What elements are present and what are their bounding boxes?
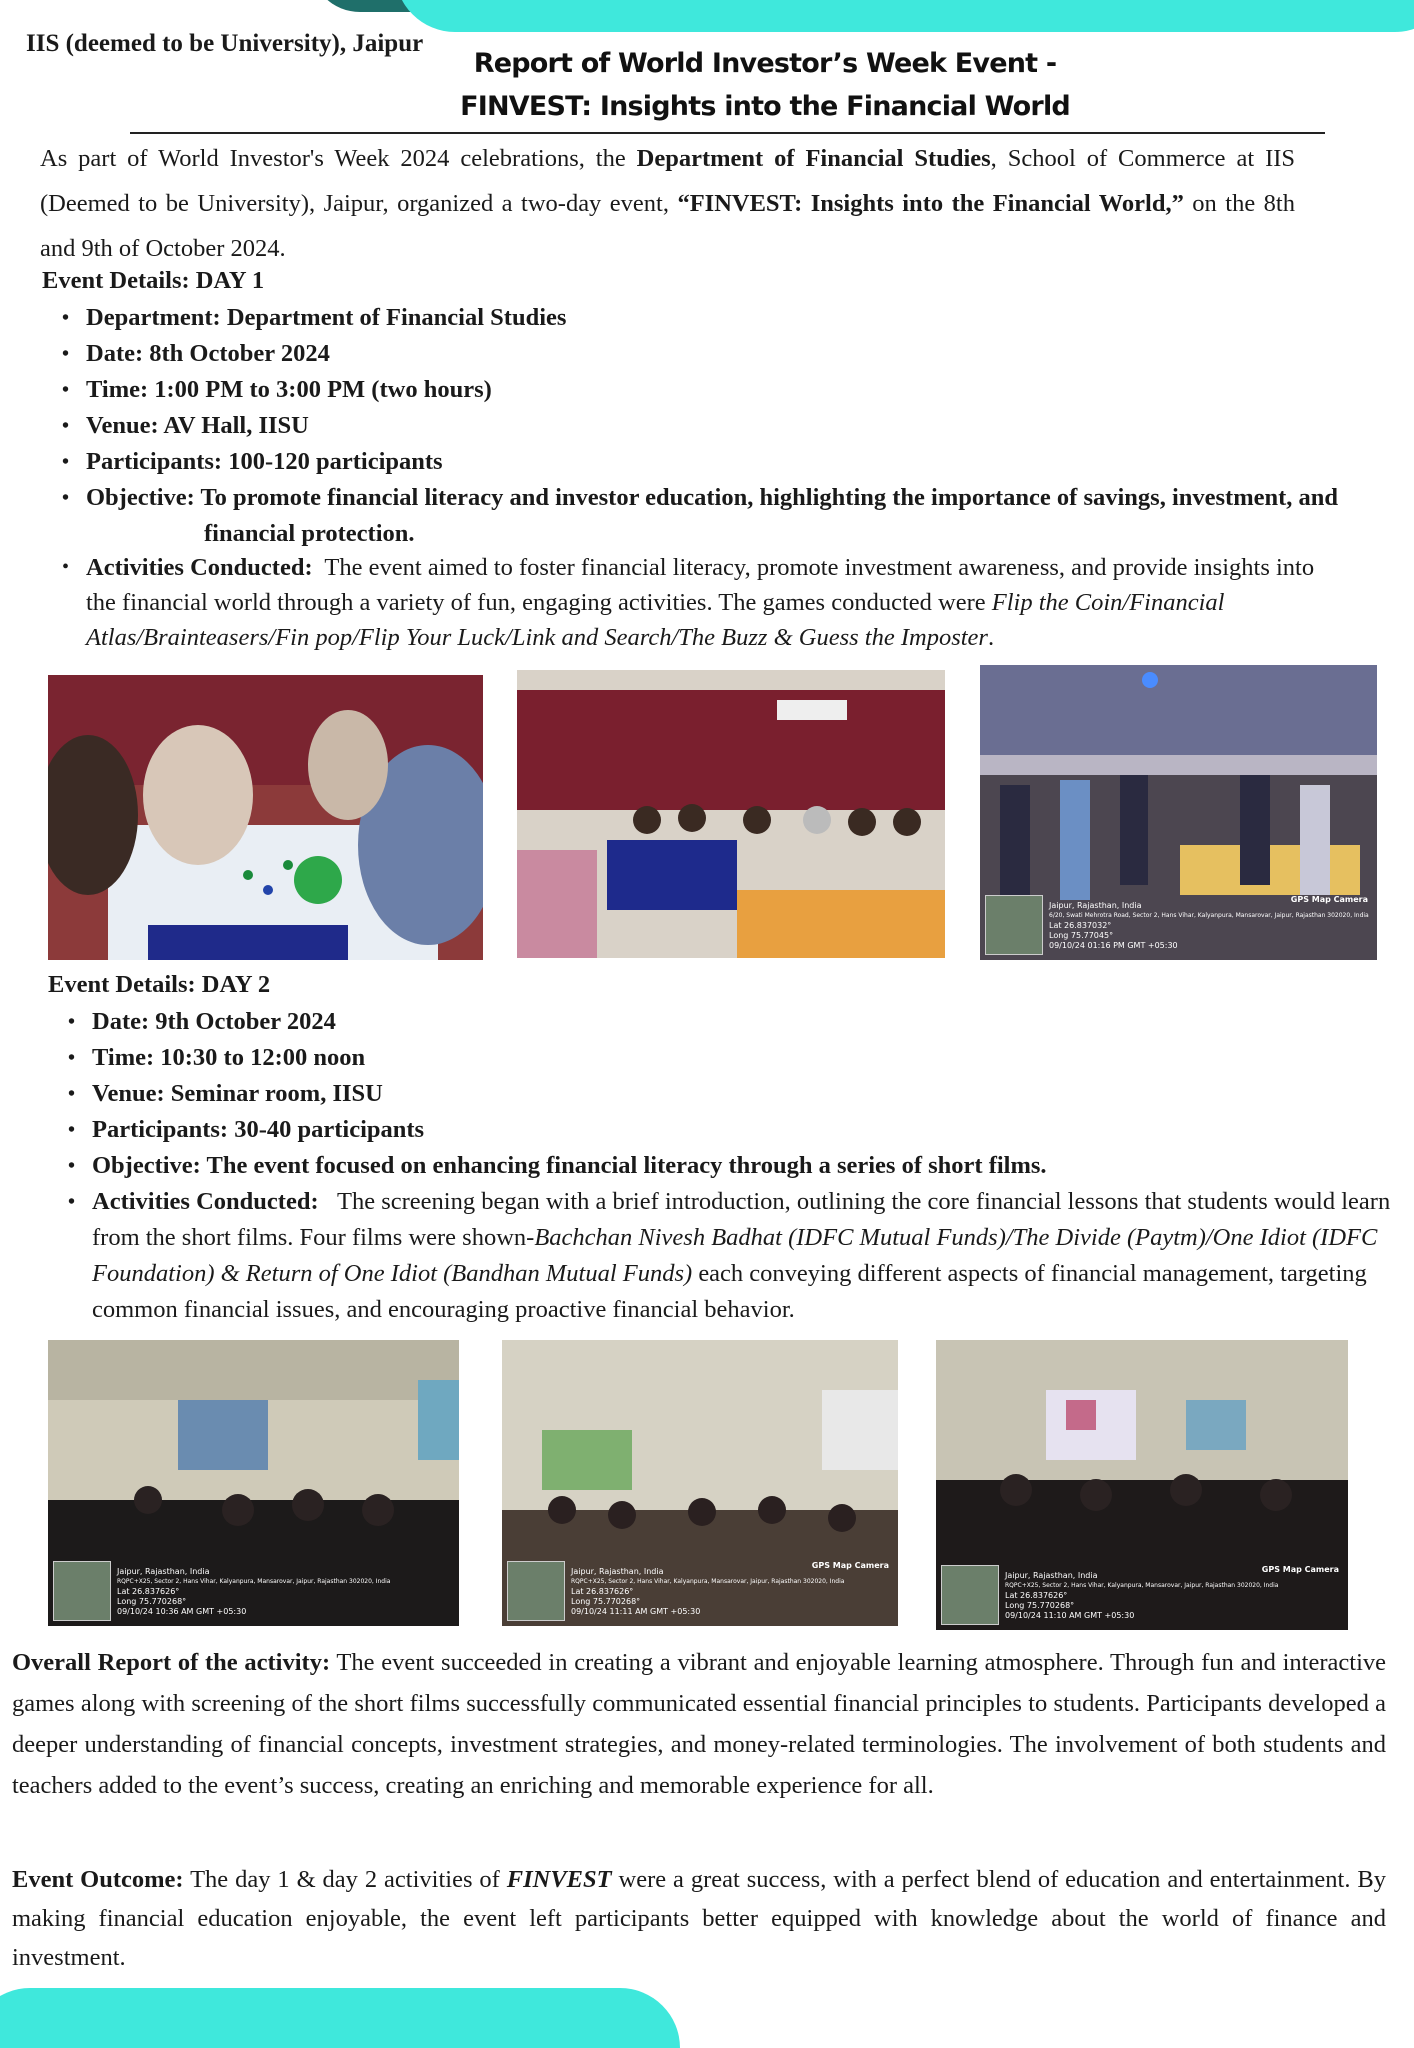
day1-details-list: [86, 300, 1386, 552]
geotag-time: 09/10/24 01:16 PM GMT +05:30: [1049, 941, 1178, 950]
day2-heading: Event Details: DAY 2: [48, 971, 271, 998]
event-outcome-name: FINVEST: [506, 1866, 612, 1893]
day1-participants: • Participants: 100-120 participants: [86, 444, 1386, 480]
day1-activities-text: [62, 550, 1322, 655]
day2-participants: • Participants: 30-40 participants: [92, 1112, 1402, 1148]
intro-text-2: , School of Commerce at IIS (Deemed to be University), Jaipur, organized a two-day event,: [40, 145, 1296, 217]
day2-activities-body: The screening began with a brief introduction, outlining the core financial lessons that students would learn from the short films. Four films were shown-: [92, 1188, 1391, 1251]
bottom-decorative-band: [0, 1988, 680, 2048]
geotag-address: RQPC+X25, Sector 2, Hans Vihar, Kalyanpura, Mansarovar, Jaipur, Rajasthan 302020, India: [571, 1578, 845, 1585]
geotag-time: 09/10/24 10:36 AM GMT +05:30: [117, 1607, 247, 1616]
map-thumbnail: [985, 895, 1043, 955]
day2-objective: • Objective: The event focused on enhancing financial literacy through a series of short films.: [92, 1148, 1402, 1184]
overall-report-text: The event succeeded in creating a vibrant and enjoyable learning atmosphere. Through fun and interactive games along with screening of the short films successfully communicated essential financial principles to students. Participants developed a deeper understanding of financial concepts, investment strategies, and money-related terminologies. The involvement of both students and teachers added to the event’s success, creating an enriching and memorable experience for all.: [12, 1649, 1386, 1799]
day2-photo-audience: [502, 1340, 898, 1626]
geotag-long: Long 75.77045°: [1049, 931, 1114, 940]
day2-activities-label: Activities Conducted:: [92, 1188, 319, 1215]
day2-date: • Date: 9th October 2024: [92, 1004, 1402, 1040]
day1-objective-line2: financial protection.: [204, 520, 415, 547]
title-line-1: Report of World Investor’s Week Event -: [473, 48, 1057, 79]
day2-details-list: [92, 1004, 1402, 1328]
day1-objective: [86, 480, 1386, 552]
day1-objective-line1: Objective: To promote financial literacy and investor education, highlighting the importance of savings, investment, and: [86, 484, 1339, 511]
day2-photo-screening: [936, 1340, 1348, 1630]
overall-report-label: Overall Report of the activity:: [12, 1649, 331, 1676]
day2-activities-end: each conveying different aspects of financial management, targeting common financial issues, and encouraging proactive financial behavior.: [92, 1260, 1367, 1323]
gps-camera-brand: GPS Map Camera: [1261, 1565, 1339, 1574]
geotag-long: Long 75.770268°: [117, 1597, 187, 1606]
geotag-address: 6/20, Swati Mehrotra Road, Sector 2, Hans Vihar, Kalyanpura, Mansarovar, Jaipur, Rajasthan 302020, India: [1049, 912, 1369, 919]
top-decorative-band: [395, 0, 1414, 32]
day2-time: • Time: 10:30 to 12:00 noon: [92, 1040, 1402, 1076]
day1-department: • Department: Department of Financial Studies: [86, 300, 1386, 336]
day2-films: Bachchan Nivesh Badhat (IDFC Mutual Funds)/The Divide (Paytm)/One Idiot (IDFC Foundation) & Return of One Idiot (Bandhan Mutual Funds): [92, 1224, 1378, 1287]
geotag-long: Long 75.770268°: [571, 1597, 641, 1606]
day1-activities-label: Activities Conducted:: [86, 554, 313, 581]
geotag-place: Jaipur, Rajasthan, India: [1049, 901, 1142, 910]
geotag-place: Jaipur, Rajasthan, India: [571, 1567, 664, 1576]
intro-text-1: As part of World Investor's Week 2024 celebrations, the: [40, 145, 637, 172]
day1-date: • Date: 8th October 2024: [86, 336, 1386, 372]
geotag-place: Jaipur, Rajasthan, India: [117, 1567, 210, 1576]
geotag-address: RQPC+X25, Sector 2, Hans Vihar, Kalyanpura, Mansarovar, Jaipur, Rajasthan 302020, India: [1005, 1582, 1279, 1589]
geotag-place: Jaipur, Rajasthan, India: [1005, 1571, 1098, 1580]
map-thumbnail: [941, 1565, 999, 1625]
map-thumbnail: [507, 1561, 565, 1621]
map-thumbnail: [53, 1561, 111, 1621]
geotag-address: RQPC+X25, Sector 2, Hans Vihar, Kalyanpura, Mansarovar, Jaipur, Rajasthan 302020, India: [117, 1578, 391, 1585]
geotag-text: [1005, 1571, 1278, 1621]
title-line-2: FINVEST: Insights into the Financial World: [460, 91, 1070, 122]
gps-camera-brand: GPS Map Camera: [811, 1561, 889, 1570]
title-divider: [130, 132, 1325, 134]
geotag-lat: Lat 26.837626°: [117, 1587, 180, 1596]
intro-paragraph: [40, 136, 1295, 271]
day2-photo1-geotag: [53, 1561, 454, 1621]
day2-photo2-geotag: [507, 1561, 893, 1621]
overall-report-paragraph: [12, 1642, 1386, 1806]
day2-activities: [92, 1184, 1402, 1328]
geotag-long: Long 75.770268°: [1005, 1601, 1075, 1610]
day2-photo3-geotag: [941, 1565, 1343, 1625]
day1-photo-games-table: [48, 675, 483, 960]
bullet: •: [62, 556, 70, 578]
event-outcome-label: Event Outcome:: [12, 1866, 184, 1893]
geotag-lat: Lat 26.837626°: [571, 1587, 634, 1596]
geotag-lat: Lat 26.837626°: [1005, 1591, 1068, 1600]
day1-photo-panel: [517, 670, 945, 958]
day1-photo-hall-crowd: [980, 665, 1377, 960]
intro-text-3: on the 8th and 9th of October 2024.: [40, 190, 1295, 262]
event-outcome-text-2: were a great success, with a perfect blend of education and entertainment. By making financial education enjoyable, the event left participants better equipped with knowledge about the world of finance and investment.: [12, 1866, 1386, 1971]
event-outcome-text-1: The day 1 & day 2 activities of: [183, 1866, 507, 1893]
intro-event-name: “FINVEST: Insights into the Financial World,”: [677, 190, 1184, 217]
day1-activities: [62, 550, 1322, 655]
day1-photo3-geotag: [985, 895, 1372, 955]
geotag-text: [1049, 901, 1369, 951]
day1-activities-body: The event aimed to foster financial literacy, promote investment awareness, and provide insights into the financial world through a variety of fun, engaging activities. The games conducted were: [86, 554, 1315, 616]
geotag-text: [571, 1567, 844, 1617]
gps-camera-brand: GPS Map Camera: [1290, 895, 1368, 904]
report-title: [440, 42, 1090, 128]
event-outcome-paragraph: [12, 1860, 1386, 1977]
geotag-text: [117, 1567, 390, 1617]
day2-photo-speaker: [48, 1340, 459, 1626]
intro-department: Department of Financial Studies: [636, 145, 991, 172]
day1-games: Flip the Coin/Financial Atlas/Brainteasers/Fin pop/Flip Your Luck/Link and Search/The Buzz & Guess the Imposter: [86, 589, 1225, 651]
day2-venue: • Venue: Seminar room, IISU: [92, 1076, 1402, 1112]
day1-venue: • Venue: AV Hall, IISU: [86, 408, 1386, 444]
day1-time: • Time: 1:00 PM to 3:00 PM (two hours): [86, 372, 1386, 408]
day1-activities-end: .: [987, 624, 995, 651]
geotag-time: 09/10/24 11:10 AM GMT +05:30: [1005, 1611, 1135, 1620]
institution-name: IIS (deemed to be University), Jaipur: [26, 30, 424, 57]
geotag-lat: Lat 26.837032°: [1049, 921, 1112, 930]
geotag-time: 09/10/24 11:11 AM GMT +05:30: [571, 1607, 701, 1616]
day1-heading: Event Details: DAY 1: [42, 267, 265, 294]
